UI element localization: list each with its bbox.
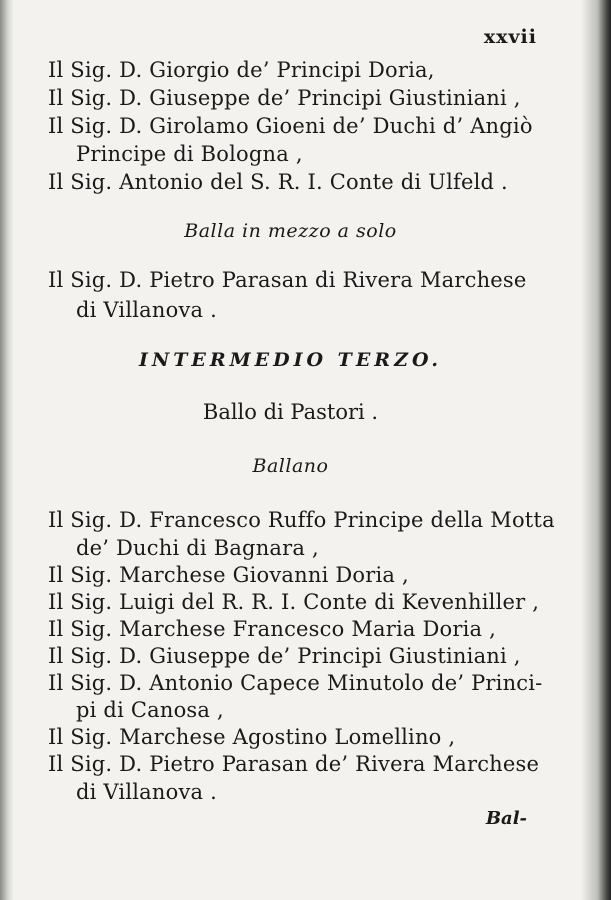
cast-line-continuation: di Villanova . [76, 298, 218, 322]
cast-line: Il Sig. D. Antonio Capece Minutolo de’ Princi- [48, 671, 543, 695]
page-number: xxvii [483, 26, 537, 48]
binding-shadow [0, 0, 14, 900]
cast-line: Il Sig. Luigi del R. R. I. Conte di Kevenhiller , [48, 590, 540, 614]
cast-line-continuation: de’ Duchi di Bagnara , [76, 536, 319, 560]
solo-heading: Balla in mezzo a solo [184, 220, 397, 242]
cast-line: Il Sig. D. Giuseppe de’ Principi Giustiniani , [48, 644, 521, 668]
cast-line-continuation: Principe di Bologna , [76, 142, 303, 166]
page-edge-shadow [581, 0, 611, 900]
cast-line: Il Sig. D. Pietro Parasan de’ Rivera Marchese [48, 752, 540, 776]
ballo-title: Ballo di Pastori . [202, 400, 379, 424]
cast-line: Il Sig. D. Giorgio de’ Principi Doria, [48, 58, 435, 82]
cast-line-continuation: di Villanova . [76, 780, 218, 804]
ballano-heading: Ballano [252, 455, 329, 477]
cast-line-continuation: pi di Canosa , [76, 698, 224, 722]
cast-line: Il Sig. Marchese Francesco Maria Doria , [48, 617, 497, 641]
cast-line: Il Sig. D. Francesco Ruffo Principe della Motta [48, 508, 555, 532]
catchword: Bal- [485, 808, 527, 829]
cast-line: Il Sig. D. Pietro Parasan di Rivera Marchese [48, 268, 527, 292]
intermezzo-title: INTERMEDIO TERZO. [138, 349, 443, 371]
cast-line: Il Sig. D. Giuseppe de’ Principi Giustiniani , [48, 86, 521, 110]
cast-line: Il Sig. Marchese Giovanni Doria , [48, 563, 409, 587]
cast-line: Il Sig. Marchese Agostino Lomellino , [48, 725, 456, 749]
cast-line: Il Sig. D. Girolamo Gioeni de’ Duchi d’ Angiò [48, 114, 533, 138]
cast-line: Il Sig. Antonio del S. R. I. Conte di Ulfeld . [48, 170, 508, 194]
